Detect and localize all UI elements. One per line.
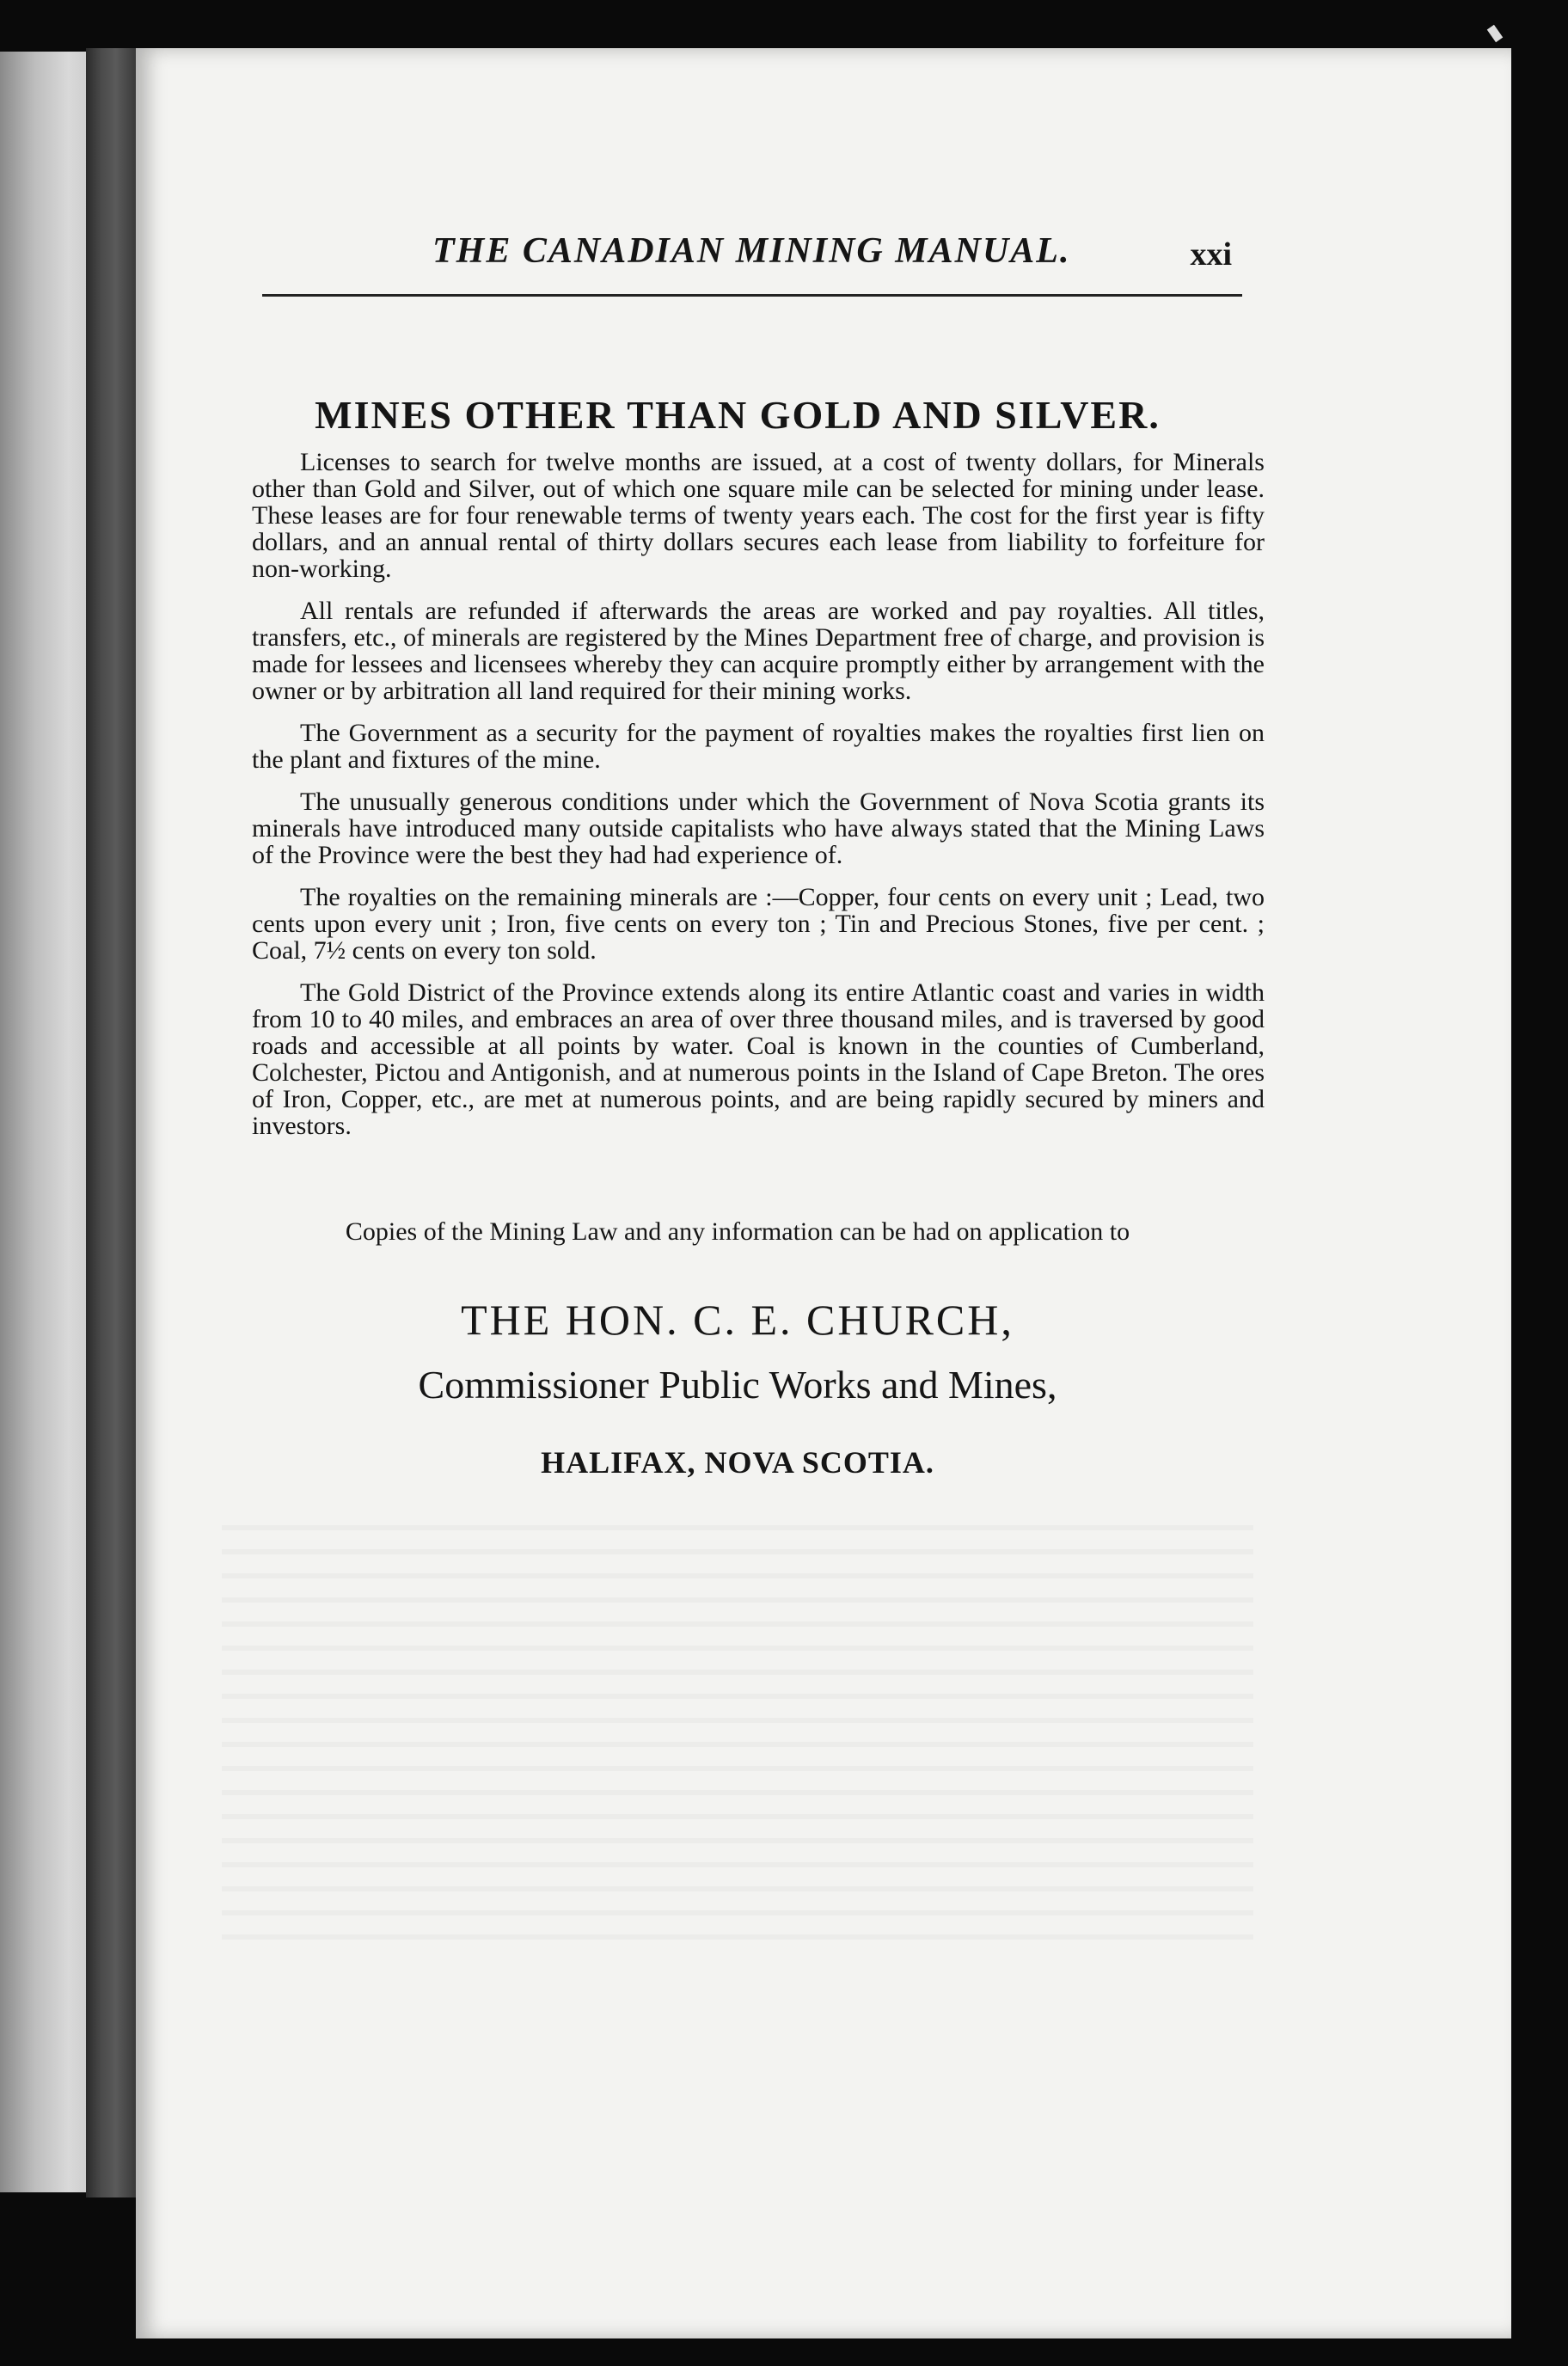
application-line: Copies of the Mining Law and any information can be had on application to (345, 1217, 1130, 1246)
header-rule (262, 294, 1242, 297)
contact-name: THE HON. C. E. CHURCH, (461, 1296, 1014, 1344)
page-number: xxi (1190, 236, 1232, 273)
book-page (136, 48, 1511, 2338)
paragraph-royalties: The royalties on the remaining minerals are :—Copper, four cents on every unit ; Lead, two cents upon every unit ; Iron, five cents on every ton ; Tin and Precious Stones, five per cent. ; Coal, 7½ cents on every ton sold. (252, 883, 1265, 965)
paragraph-conditions: The unusually generous conditions under which the Government of Nova Scotia grants its minerals have introduced many outside capitalists who have always stated that the Mining Laws of the Province were the best they had had experience of. (252, 788, 1265, 869)
scan-corner-mark (1487, 25, 1504, 42)
paragraph-gold-district: The Gold District of the Province extends along its entire Atlantic coast and varies in width from 10 to 40 miles, and embraces an area of over three thousand miles, and is traversed by good roads and accessible at all points by water. Coal is known in the counties of Cumberland, Colchester, Pictou and Antigonish, and at numerous points in the Island of Cape Breton. The ores of Iron, Copper, etc., are met at numerous points, and are being rapidly secured by miners and investors. (252, 978, 1265, 1140)
contact-title: Commissioner Public Works and Mines, (418, 1363, 1057, 1407)
paragraph-licenses: Licenses to search for twelve months are issued, at a cost of twenty dollars, for Minerals other than Gold and Silver, out of which one square mile can be selected for mining under lease. These leases are for four renewable terms of twenty years each. The cost for the first year is fifty dollars, and an annual rental of thirty dollars secures each lease from liability to forfeiture for non-working. (252, 448, 1265, 583)
book-binding (86, 48, 136, 2197)
running-head (226, 230, 1249, 282)
running-title: THE CANADIAN MINING MANUAL. (432, 231, 1071, 271)
paragraph-security: The Government as a security for the payment of royalties makes the royalties first lien on the plant and fixtures of the mine. (252, 719, 1265, 774)
body-text (252, 449, 1265, 1155)
contact-city: HALIFAX, NOVA SCOTIA. (541, 1445, 934, 1480)
section-title: MINES OTHER THAN GOLD AND SILVER. (315, 393, 1161, 437)
show-through-text (222, 1510, 1253, 1940)
paragraph-rentals: All rentals are refunded if afterwards the areas are worked and pay royalties. All titles, transfers, etc., of minerals are registered by the Mines Department free of charge, and provision is made for lessees and licensees whereby they can acquire promptly either by arrangement with the owner or by arbitration all land required for their mining works. (252, 597, 1265, 705)
facing-page-edge (0, 52, 86, 2192)
